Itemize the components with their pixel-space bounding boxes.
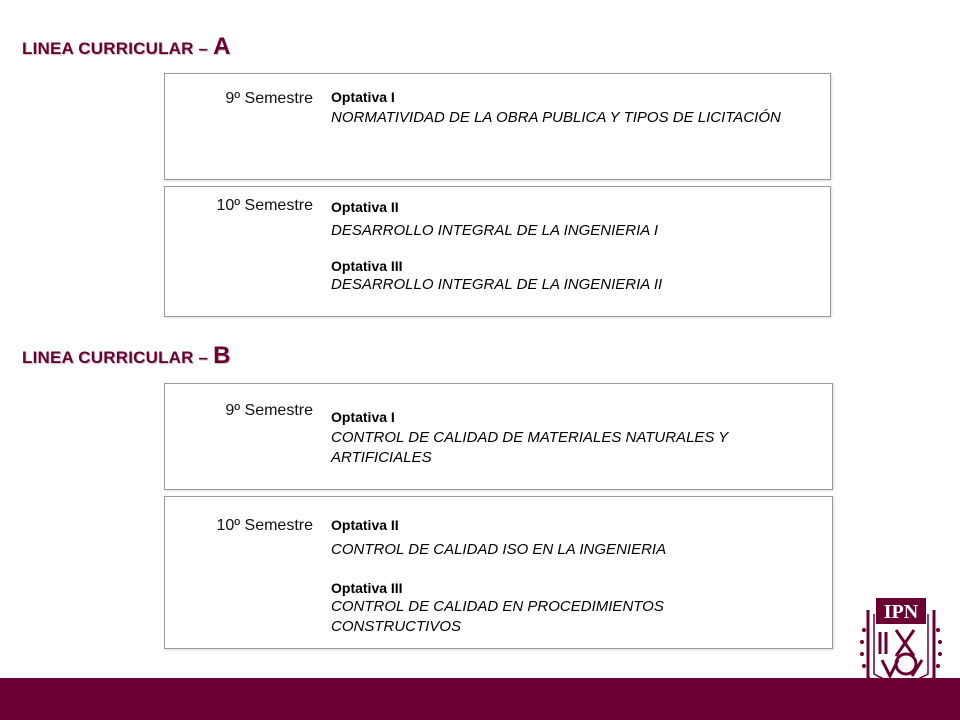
semester-label: 9º Semestre [225,402,313,419]
optativa-item [331,409,816,468]
optativa-name: CONTROL DE CALIDAD EN PROCEDIMIENTOS CONSTRUCTIVOS [331,598,664,635]
optativa-item [331,199,796,241]
optativa-item [331,89,796,128]
optativa-title: Optativa I [331,89,395,105]
section-a-semester-9-box [164,73,831,180]
optativa-name: DESARROLLO INTEGRAL DE LA INGENIERIA II [331,276,663,293]
section-a-semester-10-box [164,186,831,317]
optativa-name: CONTROL DE CALIDAD ISO EN LA INGENIERIA [331,541,667,558]
optativa-item [331,517,796,560]
section-b-heading-prefix: LINEA CURRICULAR – [22,348,214,367]
ipn-logo-text: IPN [883,601,919,623]
semester-label: 9º Semestre [225,90,313,107]
section-a-heading-letter: A [213,33,231,60]
section-b-semester-10-box [164,496,833,649]
section-a-heading [22,33,231,61]
section-b-semester-9-box [164,383,833,490]
section-a-heading-prefix: LINEA CURRICULAR – [22,39,214,58]
optativa-name: DESARROLLO INTEGRAL DE LA INGENIERIA I [331,222,659,239]
semester-label: 10º Semestre [216,197,313,214]
optativa-title: Optativa II [331,199,399,215]
section-b-heading [22,342,231,370]
optativa-item [331,258,796,295]
semester-label: 10º Semestre [216,517,313,534]
optativa-title: Optativa III [331,258,403,274]
optativa-item [331,580,796,637]
section-b-heading-letter: B [213,342,231,369]
optativa-title: Optativa I [331,409,395,425]
optativa-name: CONTROL DE CALIDAD DE MATERIALES NATURALES Y ARTIFICIALES [331,429,729,466]
optativa-title: Optativa III [331,580,403,596]
footer-bar [0,678,960,720]
optativa-title: Optativa II [331,517,399,533]
optativa-name: NORMATIVIDAD DE LA OBRA PUBLICA Y TIPOS DE LICITACIÓN [331,109,781,126]
ipn-logo-icon [856,590,946,700]
